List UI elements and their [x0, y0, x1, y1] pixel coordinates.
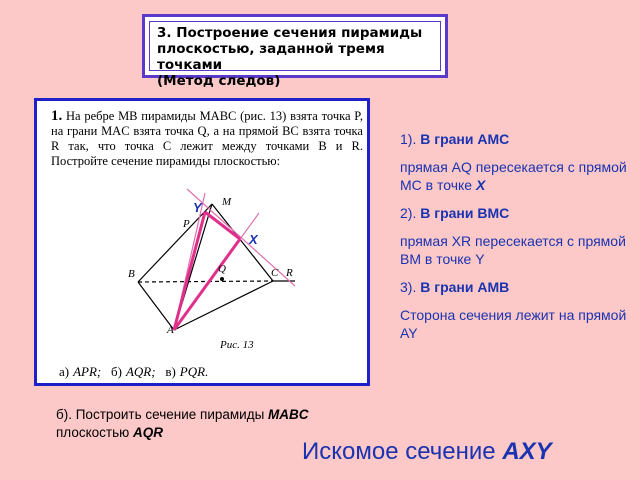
task-text: На ребре MB пирамиды MABC (рис. 13) взята точка P, на грани MAC взята точка Q, а на прямой BC взята точка R так, что точка C лежит между точками B и R. Постройте сечение пирамиды плоскостью: — [51, 109, 363, 168]
point-Q — [220, 277, 224, 281]
label-C: C — [271, 267, 279, 279]
section-XY — [205, 212, 240, 239]
edge-MB — [138, 204, 212, 282]
label-B: B — [128, 268, 135, 280]
task-number: 1. — [51, 108, 63, 124]
label-R: R — [286, 267, 293, 279]
label-X: X — [249, 232, 258, 247]
title-box — [142, 14, 448, 89]
figure-box — [34, 98, 370, 386]
option-b-label: б) — [111, 364, 122, 379]
pyramid-diagram — [37, 101, 367, 383]
edge-AC — [174, 281, 273, 330]
step-3-text: Сторона сечения лежит на прямой AY — [400, 307, 627, 341]
label-M: M — [222, 196, 232, 208]
option-b: AQR; — [125, 364, 156, 379]
task-b: б). Построить сечение пирамиды MABC плоскостью AQR — [56, 407, 309, 440]
task-options — [59, 364, 208, 380]
step-1-text: прямая AQ пересекается с прямой МС в точке X — [400, 159, 627, 193]
option-a: APR; — [73, 364, 102, 379]
step-3-heading: 3). В грани АМВ — [400, 279, 510, 295]
label-A: A — [167, 324, 174, 336]
step-1-heading: 1). В грани АМС — [400, 131, 510, 147]
solution-steps — [400, 130, 632, 352]
option-c-label: в) — [165, 364, 176, 379]
edge-BA — [138, 282, 174, 330]
label-Y: Y — [193, 200, 202, 215]
slide-title: 3. Построение сечения пирамиды плоскостью, заданной тремя точками (Метод следов) — [157, 25, 423, 89]
label-P: P — [183, 218, 190, 230]
step-2-heading: 2). В грани ВМС — [400, 205, 510, 221]
label-Q: Q — [218, 263, 226, 275]
answer-text: Искомое сечение AXY — [302, 438, 552, 465]
figure-caption: Рис. 13 — [220, 339, 254, 351]
step-2-text: прямая XR пересекается с прямой ВМ в точке Y — [400, 233, 626, 267]
option-c: PQR. — [179, 364, 209, 379]
edge-BC — [138, 281, 273, 282]
option-a-label: а) — [59, 364, 70, 379]
